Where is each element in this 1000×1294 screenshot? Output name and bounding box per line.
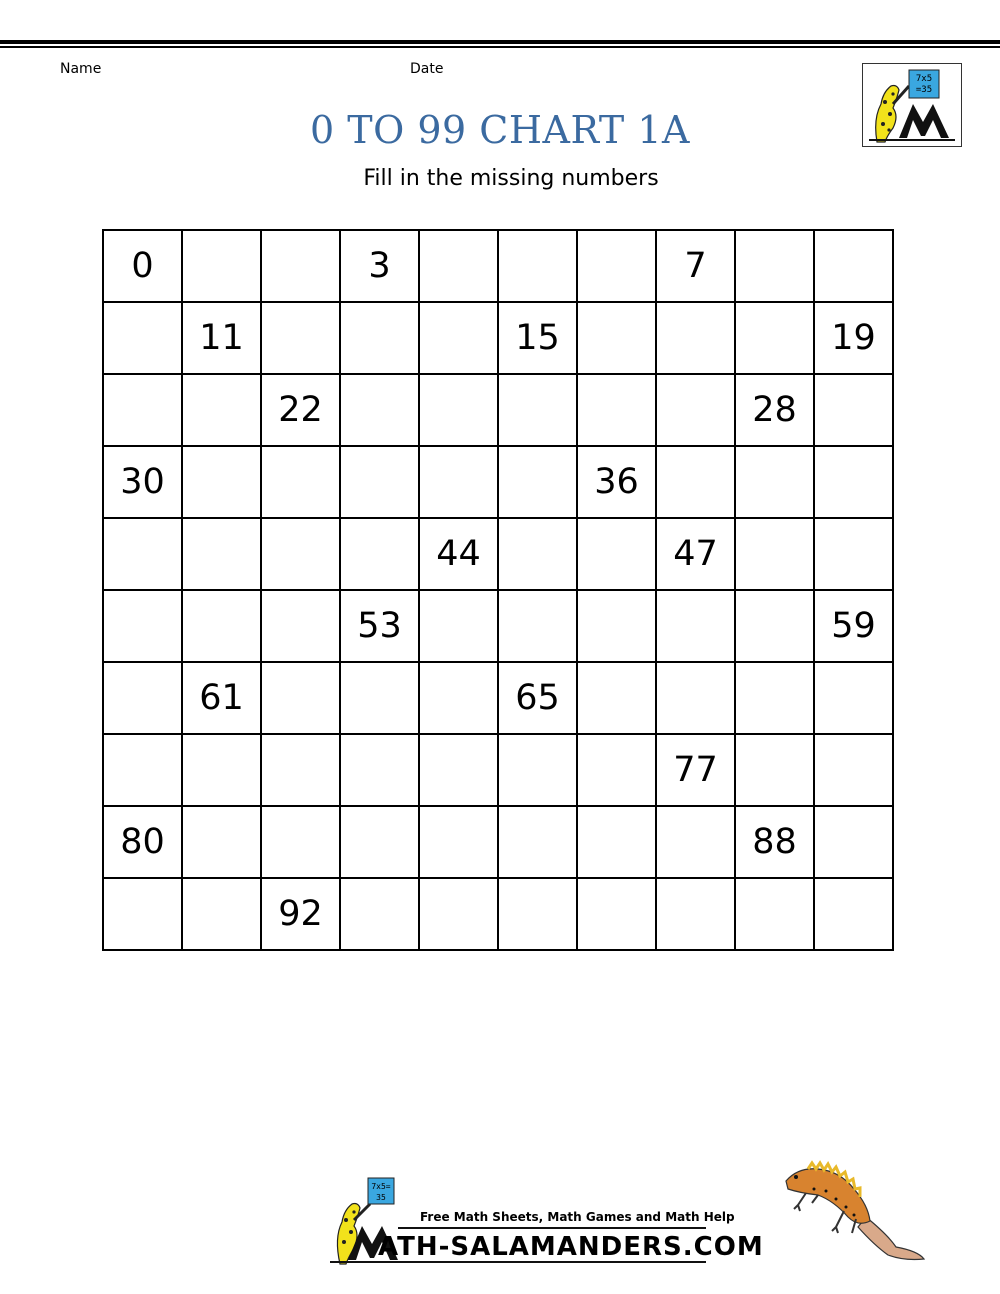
grid-cell-number: 59 bbox=[814, 590, 893, 662]
grid-cell-blank bbox=[182, 878, 261, 950]
grid-row bbox=[103, 302, 893, 374]
grid-cell-blank bbox=[498, 734, 577, 806]
grid-cell-blank bbox=[182, 806, 261, 878]
grid-cell-blank bbox=[814, 230, 893, 302]
grid-cell-blank bbox=[103, 518, 182, 590]
grid-cell-blank bbox=[577, 590, 656, 662]
newt-illustration bbox=[778, 1155, 928, 1265]
grid-cell-blank bbox=[735, 878, 814, 950]
grid-cell-number: 15 bbox=[498, 302, 577, 374]
grid-cell-blank bbox=[577, 374, 656, 446]
grid-cell-blank bbox=[261, 446, 340, 518]
footer-board-text-top: 7x5= bbox=[371, 1182, 391, 1191]
name-label: Name bbox=[60, 61, 102, 77]
grid-cell-blank bbox=[814, 662, 893, 734]
grid-cell-blank bbox=[735, 518, 814, 590]
grid-cell-number: 11 bbox=[182, 302, 261, 374]
grid-cell-blank bbox=[656, 302, 735, 374]
grid-cell-number: 28 bbox=[735, 374, 814, 446]
grid-cell-blank bbox=[419, 878, 498, 950]
grid-row bbox=[103, 806, 893, 878]
grid-cell-blank bbox=[261, 230, 340, 302]
grid-cell-blank bbox=[814, 806, 893, 878]
logo-board-text-top: 7x5 bbox=[915, 74, 933, 84]
grid-cell-blank bbox=[656, 374, 735, 446]
grid-cell-number: 53 bbox=[340, 590, 419, 662]
grid-row bbox=[103, 446, 893, 518]
grid-cell-blank bbox=[577, 230, 656, 302]
grid-cell-blank bbox=[656, 590, 735, 662]
top-rule bbox=[0, 40, 1000, 48]
grid-cell-blank bbox=[340, 374, 419, 446]
grid-cell-blank bbox=[340, 662, 419, 734]
grid-cell-blank bbox=[419, 734, 498, 806]
grid-cell-blank bbox=[340, 878, 419, 950]
grid-cell-blank bbox=[103, 302, 182, 374]
grid-cell-blank bbox=[419, 302, 498, 374]
logo-board-text-bottom: =35 bbox=[915, 85, 933, 95]
grid-cell-blank bbox=[261, 302, 340, 374]
grid-row bbox=[103, 230, 893, 302]
grid-cell-blank bbox=[656, 806, 735, 878]
grid-cell-blank bbox=[182, 734, 261, 806]
grid-cell-blank bbox=[103, 662, 182, 734]
grid-cell-number: 47 bbox=[656, 518, 735, 590]
grid-cell-blank bbox=[182, 518, 261, 590]
grid-cell-blank bbox=[340, 518, 419, 590]
grid-cell-number: 30 bbox=[103, 446, 182, 518]
grid-cell-blank bbox=[735, 662, 814, 734]
grid-cell-blank bbox=[419, 590, 498, 662]
instructions: Fill in the missing numbers bbox=[363, 166, 659, 191]
footer-url: ATH-SALAMANDERS.COM bbox=[378, 1232, 764, 1262]
grid-cell-blank bbox=[340, 446, 419, 518]
grid-cell-blank bbox=[419, 374, 498, 446]
date-label: Date bbox=[410, 61, 444, 77]
grid-cell-blank bbox=[656, 662, 735, 734]
grid-cell-number: 92 bbox=[261, 878, 340, 950]
grid-cell-blank bbox=[103, 734, 182, 806]
grid-cell-blank bbox=[577, 806, 656, 878]
grid-cell-blank bbox=[261, 518, 340, 590]
grid-cell-blank bbox=[419, 662, 498, 734]
grid-cell-number: 88 bbox=[735, 806, 814, 878]
grid-cell-blank bbox=[498, 878, 577, 950]
grid-cell-blank bbox=[419, 230, 498, 302]
grid-cell-number: 65 bbox=[498, 662, 577, 734]
grid-cell-number: 36 bbox=[577, 446, 656, 518]
page-title: 0 TO 99 CHART 1A bbox=[310, 108, 690, 152]
grid-cell-number: 44 bbox=[419, 518, 498, 590]
grid-cell-blank bbox=[182, 446, 261, 518]
footer-tagline: Free Math Sheets, Math Games and Math Help bbox=[420, 1210, 735, 1224]
footer-board-text-bottom: 35 bbox=[376, 1193, 386, 1202]
grid-cell-blank bbox=[498, 446, 577, 518]
grid-cell-number: 61 bbox=[182, 662, 261, 734]
grid-row bbox=[103, 518, 893, 590]
grid-cell-blank bbox=[340, 302, 419, 374]
grid-cell-blank bbox=[577, 662, 656, 734]
grid-cell-number: 19 bbox=[814, 302, 893, 374]
grid-cell-blank bbox=[656, 446, 735, 518]
grid-cell-blank bbox=[577, 734, 656, 806]
grid-cell-blank bbox=[735, 230, 814, 302]
grid-cell-blank bbox=[814, 374, 893, 446]
grid-row bbox=[103, 662, 893, 734]
grid-cell-blank bbox=[814, 878, 893, 950]
grid-cell-blank bbox=[656, 878, 735, 950]
grid-cell-blank bbox=[340, 734, 419, 806]
grid-row bbox=[103, 878, 893, 950]
grid-cell-blank bbox=[735, 446, 814, 518]
grid-cell-number: 0 bbox=[103, 230, 182, 302]
grid-cell-blank bbox=[103, 590, 182, 662]
grid-cell-blank bbox=[498, 806, 577, 878]
grid-cell-number: 22 bbox=[261, 374, 340, 446]
grid-cell-blank bbox=[261, 662, 340, 734]
grid-cell-number: 80 bbox=[103, 806, 182, 878]
grid-row bbox=[103, 590, 893, 662]
grid-cell-number: 77 bbox=[656, 734, 735, 806]
grid-cell-blank bbox=[261, 806, 340, 878]
grid-cell-blank bbox=[498, 590, 577, 662]
grid-row bbox=[103, 734, 893, 806]
grid-row bbox=[103, 374, 893, 446]
grid-cell-blank bbox=[577, 878, 656, 950]
grid-cell-blank bbox=[814, 734, 893, 806]
grid-cell-blank bbox=[103, 878, 182, 950]
grid-cell-blank bbox=[419, 446, 498, 518]
grid-cell-blank bbox=[340, 806, 419, 878]
grid-cell-blank bbox=[182, 230, 261, 302]
grid-cell-blank bbox=[261, 590, 340, 662]
grid-cell-blank bbox=[577, 518, 656, 590]
grid-cell-blank bbox=[735, 590, 814, 662]
grid-cell-blank bbox=[182, 590, 261, 662]
grid-cell-blank bbox=[735, 734, 814, 806]
number-chart-grid bbox=[102, 229, 894, 951]
grid-cell-blank bbox=[814, 446, 893, 518]
grid-cell-blank bbox=[735, 302, 814, 374]
grid-cell-number: 3 bbox=[340, 230, 419, 302]
grid-cell-blank bbox=[498, 374, 577, 446]
grid-cell-blank bbox=[419, 806, 498, 878]
grid-cell-blank bbox=[182, 374, 261, 446]
grid-cell-blank bbox=[261, 734, 340, 806]
grid-cell-blank bbox=[498, 518, 577, 590]
grid-cell-blank bbox=[814, 518, 893, 590]
grid-cell-blank bbox=[498, 230, 577, 302]
grid-cell-blank bbox=[577, 302, 656, 374]
grid-cell-blank bbox=[103, 374, 182, 446]
grid-cell-number: 7 bbox=[656, 230, 735, 302]
